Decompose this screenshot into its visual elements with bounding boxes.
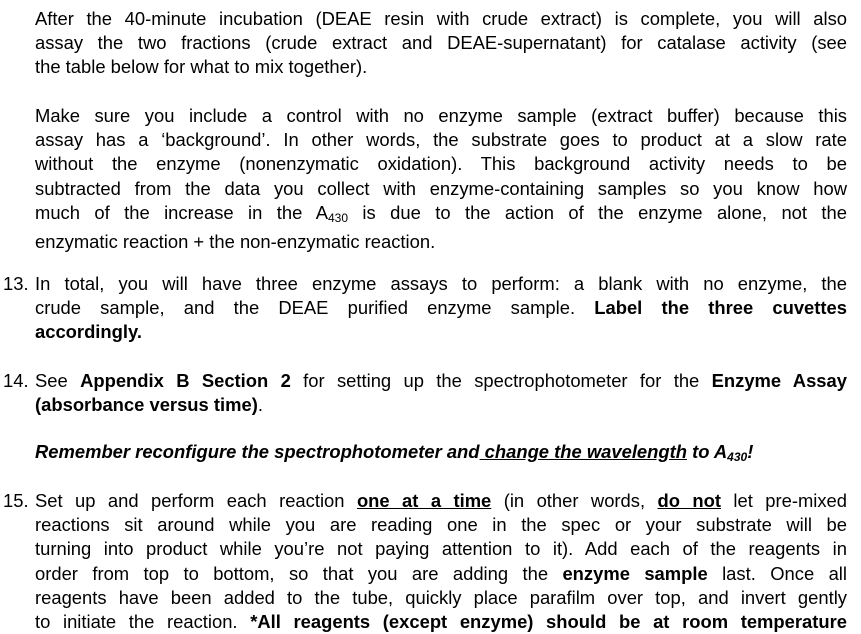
step-15-line-1 xyxy=(35,489,847,513)
control-line-4: subtracted from the data you collect with enzyme-containing samples so you know how xyxy=(35,177,847,199)
control-line-2: assay has a ‘background’. In other words, the substrate goes to product at a slow rate xyxy=(35,129,847,151)
step-15-number: 15. xyxy=(3,490,29,511)
appendix-reference: Appendix B Section 2 xyxy=(80,370,291,391)
enzyme-assay-label: Enzyme Assay xyxy=(711,370,847,391)
step-15-line-6-a: to initiate the reaction. xyxy=(35,611,251,633)
step-14-line-2-b: . xyxy=(257,394,263,416)
intro-line-1: After the 40-minute incubation (DEAE resin with crude extract) is complete, you will also xyxy=(35,8,847,29)
step-13-line-3-bold: accordingly. xyxy=(35,321,142,343)
intro-line-3: the table below for what to mix together). xyxy=(35,56,368,78)
control-line-5-b: is due to the action of the enzyme alone, not the xyxy=(348,201,847,223)
one-at-a-time-emphasis: one at a time xyxy=(356,490,492,511)
control-line-5-subscript: 430 xyxy=(327,210,349,225)
step-13-line-2-a: crude sample, and the DEAE purified enzyme sample. xyxy=(35,297,595,319)
control-line-3: without the enzyme (nonenzymatic oxidation). This background activity needs to be xyxy=(35,153,847,175)
step-15-line-4-a: order from top to bottom, so that you are adding the xyxy=(35,562,563,584)
control-line-6: enzymatic reaction + the non-enzymatic reaction. xyxy=(35,231,436,253)
step-14-number: 14. xyxy=(3,370,29,391)
do-not-emphasis: do not xyxy=(657,490,721,511)
enzyme-sample-emphasis: enzyme sample xyxy=(562,562,708,584)
step-15-line-6 xyxy=(35,610,847,634)
step-14-line-1 xyxy=(35,369,847,393)
step-15-line-3: turning into product while you’re not paying attention to it). Add each of the reagents in xyxy=(35,538,847,560)
step-13-line-1: In total, you will have three enzyme assays to perform: a blank with no enzyme, the xyxy=(35,273,847,294)
room-temperature-note: *All reagents (except enzyme) should be at room temperature xyxy=(250,611,847,633)
reminder-subscript: 430 xyxy=(727,450,748,464)
step-15-line-4-b: last. Once all xyxy=(707,562,847,584)
step-15-line-5: reagents have been added to the tube, quickly place parafilm over top, and invert gently xyxy=(35,586,847,608)
step-15-line-1-c: let pre-mixed xyxy=(720,490,848,511)
intro-paragraph xyxy=(35,7,847,80)
control-paragraph xyxy=(35,104,847,254)
step-13-line-2-bold: Label the three cuvettes xyxy=(594,297,847,319)
step-14-text xyxy=(35,369,847,417)
step-13-line-2 xyxy=(35,296,847,320)
step-14-line-2-bold: (absorbance versus time) xyxy=(35,394,258,416)
step-15-line-1-a: Set up and perform each reaction xyxy=(35,490,357,511)
reminder-text-b: to A xyxy=(686,441,728,462)
step-13-number: 13. xyxy=(3,273,29,294)
reminder-text-a: Remember reconfigure the spectrophotometer and xyxy=(35,441,480,462)
step-13-line-3 xyxy=(35,320,847,344)
step-14-line-1-a: See xyxy=(35,370,81,391)
step-15-text xyxy=(35,489,847,634)
reminder-text-c: ! xyxy=(747,441,754,462)
step-14-line-1-b: for setting up the spectrophotometer for the xyxy=(290,370,712,391)
step-15-line-4 xyxy=(35,562,847,586)
step-14-line-2 xyxy=(35,393,847,417)
reminder-underlined: change the wavelength xyxy=(479,441,687,462)
step-15-line-2: reactions sit around while you are reading one in the spec or your substrate will be xyxy=(35,514,847,536)
control-line-5-a: much of the increase in the A xyxy=(35,201,328,223)
step-13-text xyxy=(35,272,847,345)
wavelength-reminder xyxy=(35,440,847,469)
intro-line-2: assay the two fractions (crude extract and DEAE-supernatant) for catalase activity (see xyxy=(35,32,847,54)
step-15-line-1-b: (in other words, xyxy=(491,490,658,511)
control-line-1: Make sure you include a control with no enzyme sample (extract buffer) because this xyxy=(35,105,847,126)
control-line-5 xyxy=(35,201,847,230)
